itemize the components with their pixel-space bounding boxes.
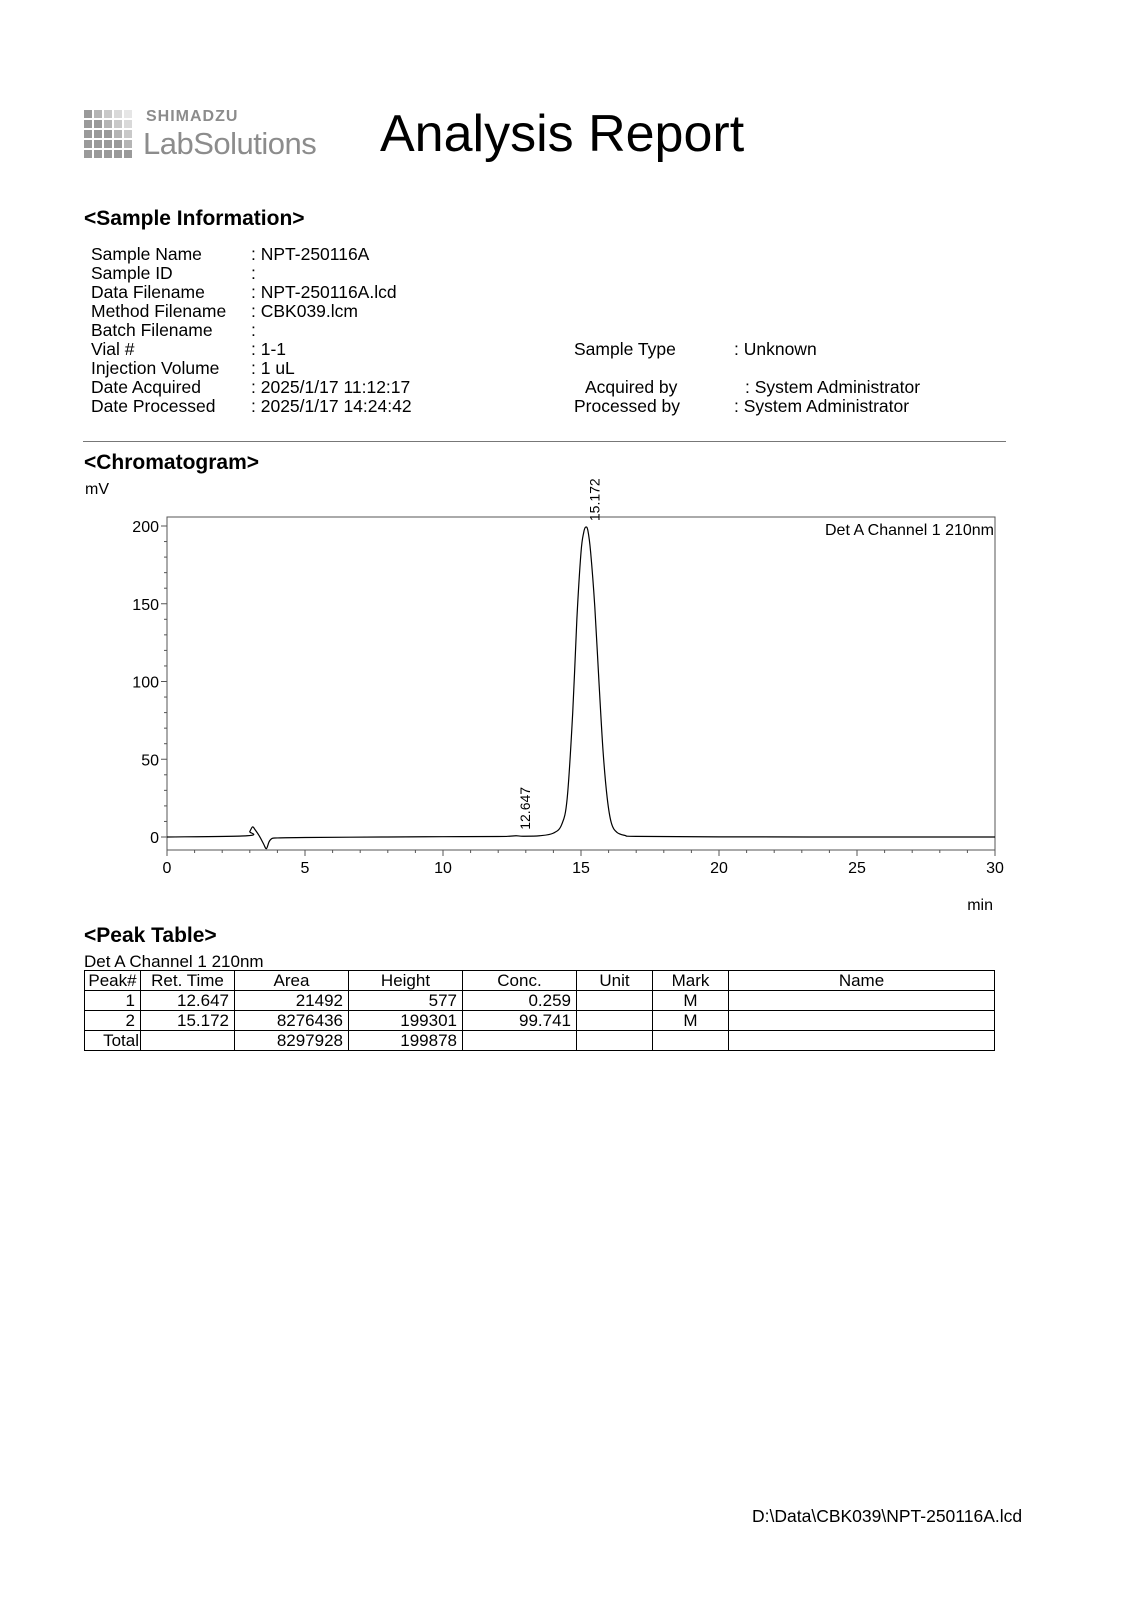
column-header: Height <box>349 971 463 991</box>
column-header: Conc. <box>463 971 577 991</box>
logo-brand: SHIMADZU <box>146 108 239 125</box>
info-value: : 2025/1/17 14:24:42 <box>251 396 412 416</box>
info-value: : NPT-250116A.lcd <box>251 282 397 302</box>
table-cell <box>729 1031 995 1051</box>
info-label: Processed by <box>574 396 681 416</box>
table-cell <box>577 1011 653 1031</box>
x-tick-label: 5 <box>300 860 310 877</box>
table-cell <box>463 1031 577 1051</box>
chart-legend: Det A Channel 1 210nm <box>824 522 994 539</box>
table-cell: 8297928 <box>235 1031 349 1051</box>
table-total-row <box>85 1031 995 1051</box>
info-label: Vial # <box>91 339 135 359</box>
table-cell: 8276436 <box>235 1011 349 1031</box>
y-axis-unit: mV <box>85 481 109 498</box>
chromatogram-trace <box>167 527 995 849</box>
y-tick-label: 100 <box>132 674 159 692</box>
table-cell: 0.259 <box>463 991 577 1011</box>
info-value: : CBK039.lcm <box>251 301 358 321</box>
table-cell: 199301 <box>349 1011 463 1031</box>
info-label: Sample Type <box>574 339 676 359</box>
y-tick-label: 50 <box>141 752 159 770</box>
peak-table-caption: Det A Channel 1 210nm <box>84 952 264 971</box>
table-cell: 1 <box>85 991 141 1011</box>
info-label: Sample Name <box>91 244 202 264</box>
x-tick-label: 25 <box>848 860 866 877</box>
peak-label: 12.647 <box>517 786 534 830</box>
table-cell: 15.172 <box>141 1011 235 1031</box>
x-tick-label: 30 <box>986 860 1004 877</box>
table-cell <box>729 991 995 1011</box>
info-label: Injection Volume <box>91 358 220 378</box>
table-cell: M <box>653 1011 729 1031</box>
x-tick-label: 10 <box>434 860 452 877</box>
y-tick-label: 200 <box>132 519 159 536</box>
info-value: : 1-1 <box>251 339 287 359</box>
table-cell <box>141 1031 235 1051</box>
y-tick-label: 0 <box>150 830 159 847</box>
info-label: Date Acquired <box>91 377 201 397</box>
logo-product: LabSolutions <box>143 126 317 161</box>
table-cell: 21492 <box>235 991 349 1011</box>
info-value: : 2025/1/17 11:12:17 <box>251 377 411 397</box>
column-header: Unit <box>577 971 653 991</box>
peak-table-title: <Peak Table> <box>84 924 217 947</box>
info-label: Data Filename <box>91 282 205 302</box>
table-cell <box>653 1031 729 1051</box>
table-header-row <box>85 971 995 991</box>
table-row <box>85 991 995 1011</box>
info-value: : NPT-250116A <box>251 244 370 264</box>
table-cell <box>577 1031 653 1051</box>
table-cell: 199878 <box>349 1031 463 1051</box>
chromatogram-title: <Chromatogram> <box>84 451 260 474</box>
x-tick-label: 0 <box>162 860 172 877</box>
data-file-path: D:\Data\CBK039\NPT-250116A.lcd <box>752 1506 1023 1526</box>
info-label: Batch Filename <box>91 320 213 340</box>
info-value: : <box>251 263 256 283</box>
info-value: : <box>251 320 256 340</box>
table-cell: M <box>653 991 729 1011</box>
table-cell: Total <box>85 1031 141 1051</box>
table-cell <box>577 991 653 1011</box>
table-cell: 2 <box>85 1011 141 1031</box>
table-cell: 99.741 <box>463 1011 577 1031</box>
info-value: : Unknown <box>734 339 817 359</box>
table-cell <box>729 1011 995 1031</box>
report-title: Analysis Report <box>380 105 745 163</box>
plot-frame <box>167 517 995 850</box>
sample-info-title: <Sample Information> <box>84 207 305 230</box>
table-cell: 12.647 <box>141 991 235 1011</box>
x-tick-label: 15 <box>572 860 590 877</box>
x-tick-label: 20 <box>710 860 728 877</box>
info-label: Method Filename <box>91 301 227 321</box>
column-header: Name <box>729 971 995 991</box>
info-label: Acquired by <box>585 377 678 397</box>
info-value: : System Administrator <box>745 377 921 397</box>
x-axis-unit: min <box>967 897 993 914</box>
column-header: Mark <box>653 971 729 991</box>
peak-label: 15.172 <box>586 478 603 522</box>
info-value: : System Administrator <box>734 396 910 416</box>
y-tick-label: 150 <box>132 596 159 614</box>
info-label: Sample ID <box>91 263 173 283</box>
table-cell: 577 <box>349 991 463 1011</box>
info-label: Date Processed <box>91 396 216 416</box>
column-header: Area <box>235 971 349 991</box>
table-row <box>85 1011 995 1031</box>
column-header: Peak# <box>85 971 141 991</box>
peak-table <box>84 970 995 1051</box>
info-value: : 1 uL <box>251 358 295 378</box>
column-header: Ret. Time <box>141 971 235 991</box>
